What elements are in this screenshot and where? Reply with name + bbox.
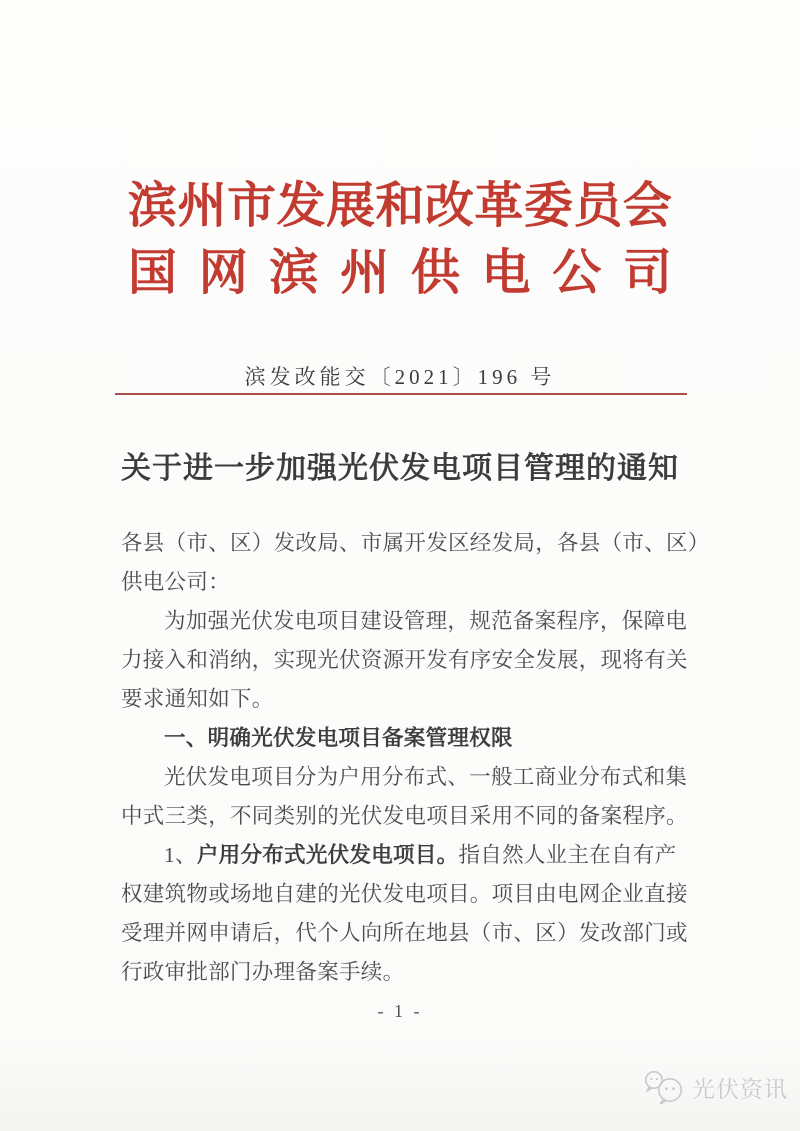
body-text: 权建筑物或场地自建的光伏发电项目。项目由电网企业直接 <box>121 882 688 906</box>
issuer-char: 会 <box>622 178 672 233</box>
body-text: 行政审批部门办理备案手续。 <box>121 960 405 984</box>
body-text-bold: 户用分布式光伏发电项目。 <box>196 843 459 867</box>
issuer-char: 市 <box>226 178 276 233</box>
body-line <box>121 797 705 836</box>
page-number: - 1 - <box>377 1001 423 1021</box>
body-text: 各县（市、区）发改局、市属开发区经发局，各县（市、区） <box>121 531 710 555</box>
wechat-bubbles-icon <box>641 1068 687 1106</box>
issuer-char: 委 <box>523 178 573 233</box>
issuer-char: 员 <box>573 178 623 233</box>
issuer-char: 网 <box>198 245 248 300</box>
body-text: 受理并网申请后，代个人向所在地县（市、区）发改部门或 <box>121 921 688 945</box>
issuer-char: 司 <box>622 245 672 300</box>
issuer-name-1 <box>128 176 672 236</box>
body-line <box>121 758 705 797</box>
issuer-char: 改 <box>424 178 474 233</box>
body-line <box>121 914 705 953</box>
watermark-label: 光伏资讯 <box>692 1075 788 1102</box>
body-line <box>121 836 705 875</box>
body-line <box>121 680 705 719</box>
issuer-char: 滨 <box>269 245 319 300</box>
body-text: 要求通知如下。 <box>121 687 274 711</box>
body-line <box>121 524 710 563</box>
body-line <box>121 875 705 914</box>
issuer-char: 国 <box>128 245 178 300</box>
body-text: 指自然人业主在自有产 <box>458 843 677 867</box>
issuer-line-2 <box>128 243 672 303</box>
issuer-char: 革 <box>474 178 524 233</box>
issuer-char: 展 <box>325 178 375 233</box>
body-text: 光伏发电项目分为户用分布式、一般工商业分布式和集 <box>164 765 688 789</box>
issuer-char: 电 <box>481 245 531 300</box>
watermark <box>641 1068 788 1106</box>
body-line <box>121 602 705 641</box>
body-line <box>121 953 705 992</box>
body-text: 供电公司： <box>121 570 231 594</box>
issuer-char: 州 <box>340 245 390 300</box>
body-text: 为加强光伏发电项目建设管理，规范备案程序，保障电 <box>164 609 688 633</box>
body-line <box>121 641 705 680</box>
issuer-char: 发 <box>276 178 326 233</box>
issuer-char: 滨 <box>128 178 178 233</box>
body-line <box>121 563 705 602</box>
issuer-name-2 <box>128 243 672 303</box>
body-lines <box>121 524 710 992</box>
issuer-char: 和 <box>375 178 425 233</box>
letterhead-divider <box>115 393 687 395</box>
issuer-char: 公 <box>552 245 602 300</box>
body-text: 力接入和消纳，实现光伏资源开发有序安全发展，现将有关 <box>121 648 688 672</box>
issuer-line-1 <box>128 176 672 236</box>
body-line <box>121 719 705 758</box>
body-text-bold: 一、明确光伏发电项目备案管理权限 <box>164 726 513 750</box>
document-title: 关于进一步加强光伏发电项目管理的通知 <box>121 452 679 485</box>
document-number: 滨发改能交〔2021〕196 号 <box>244 365 556 389</box>
issuer-char: 州 <box>177 178 227 233</box>
body-text: 1、 <box>164 843 197 867</box>
issuer-char: 供 <box>410 245 460 300</box>
body-text: 中式三类，不同类别的光伏发电项目采用不同的备案程序。 <box>121 804 688 828</box>
